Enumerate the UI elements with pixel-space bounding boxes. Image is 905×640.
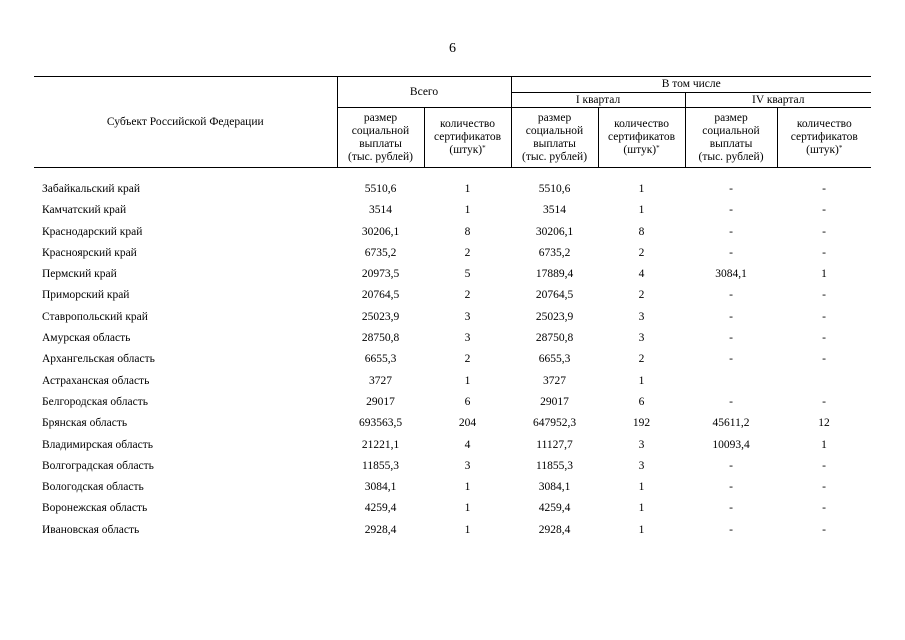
cell-region: Камчатский край (42, 204, 127, 217)
header-q1: I квартал (511, 93, 685, 108)
cell-q1-cnt: 3 (638, 438, 645, 451)
table-row (34, 328, 871, 349)
cell-total-sum: 3727 (369, 374, 392, 387)
cell-region: Астраханская область (42, 374, 150, 387)
cell-q1-sum: 28750,8 (535, 332, 574, 345)
cell-q1-cnt: 3 (638, 459, 645, 472)
cell-total-sum: 20764,5 (361, 289, 400, 302)
cell-q1-sum: 647952,3 (532, 417, 577, 430)
table-row (34, 200, 871, 221)
header-total: Всего (337, 77, 511, 108)
cell-q4-sum: - (729, 225, 733, 238)
cell-total-cnt: 2 (464, 353, 471, 366)
table-body (34, 168, 871, 542)
cell-q4-sum: - (729, 310, 733, 323)
cell-total-sum: 20973,5 (361, 268, 400, 281)
table-row (34, 243, 871, 264)
cell-q4-cnt: - (822, 246, 826, 259)
cell-region: Красноярский край (42, 246, 137, 259)
cell-total-sum: 6655,3 (364, 353, 397, 366)
cell-region: Воронежская область (42, 502, 148, 515)
cell-q4-cnt: 12 (818, 417, 830, 430)
cell-q1-sum: 2928,4 (538, 523, 571, 536)
header-total-certificates: количество сертификатов (штук)* (424, 108, 511, 168)
cell-region: Пермский край (42, 268, 117, 281)
cell-q4-cnt: - (822, 523, 826, 536)
cell-q1-sum: 11855,3 (536, 459, 573, 472)
cell-total-sum: 25023,9 (361, 310, 400, 323)
cell-q1-cnt: 1 (638, 183, 645, 195)
table-row (34, 413, 871, 434)
cell-region: Владимирская область (42, 438, 154, 451)
cell-q4-sum: - (729, 459, 733, 472)
cell-total-sum: 4259,4 (364, 502, 397, 515)
cell-q4-sum: - (729, 353, 733, 366)
cell-region: Ивановская область (42, 523, 140, 536)
header-including: В том числе (511, 77, 871, 93)
cell-q1-sum: 3514 (543, 204, 567, 217)
cell-region: Волгоградская область (42, 459, 154, 472)
cell-total-sum: 5510,6 (364, 183, 397, 195)
cell-total-cnt: 2 (464, 289, 471, 302)
cell-total-sum: 11855,3 (362, 459, 399, 472)
cell-q1-cnt: 1 (638, 502, 645, 515)
cell-total-cnt: 1 (464, 204, 471, 217)
cell-q4-sum: - (729, 332, 733, 345)
cell-total-sum: 21221,1 (361, 438, 400, 451)
regions-table (34, 76, 871, 541)
cell-q4-cnt: - (822, 225, 826, 238)
cell-q4-sum: 10093,4 (712, 438, 750, 451)
page-number: 6 (449, 41, 456, 56)
cell-total-sum: 3514 (369, 204, 392, 217)
cell-total-cnt: 2 (464, 246, 471, 259)
cell-q4-cnt: - (822, 395, 826, 408)
cell-q1-cnt: 1 (638, 523, 645, 536)
cell-region: Краснодарский край (42, 225, 143, 238)
cell-region: Ставропольский край (42, 310, 148, 323)
cell-region: Вологодская область (42, 481, 144, 494)
table-row (34, 456, 871, 477)
cell-region: Амурская область (42, 332, 131, 345)
cell-total-sum: 2928,4 (364, 523, 397, 536)
cell-q4-sum: 45611,2 (712, 417, 750, 430)
cell-q4-cnt: - (822, 353, 826, 366)
cell-q4-cnt (777, 371, 871, 392)
table-row (34, 520, 871, 541)
cell-total-cnt: 3 (464, 459, 471, 472)
cell-region: Архангельская область (42, 353, 155, 366)
cell-q1-sum: 11127,7 (536, 438, 573, 451)
cell-q1-cnt: 1 (638, 481, 645, 494)
cell-q4-cnt: - (822, 183, 826, 195)
cell-q1-sum: 4259,4 (538, 502, 571, 515)
cell-q1-cnt: 192 (632, 417, 651, 430)
cell-q1-sum: 3727 (543, 374, 567, 387)
cell-q1-cnt: 1 (638, 204, 645, 217)
cell-total-cnt: 3 (464, 310, 471, 323)
cell-q4-cnt: - (822, 502, 826, 515)
header-subject: Субъект Российской Федерации (34, 77, 337, 168)
cell-q4-cnt: - (822, 459, 826, 472)
cell-region: Брянская область (42, 417, 128, 430)
cell-q1-sum: 30206,1 (535, 225, 574, 238)
cell-q4-cnt: - (822, 481, 826, 494)
cell-q1-cnt: 4 (638, 268, 645, 281)
cell-q1-cnt: 2 (638, 246, 645, 259)
cell-q1-cnt: 2 (638, 353, 645, 366)
cell-q4-sum: - (729, 289, 733, 302)
cell-q4-sum: - (729, 204, 733, 217)
cell-total-sum: 3084,1 (364, 481, 397, 494)
cell-total-cnt: 3 (464, 332, 471, 345)
cell-q4-cnt: 1 (821, 438, 827, 451)
cell-q4-sum: - (729, 183, 733, 195)
cell-q4-cnt: - (822, 332, 826, 345)
cell-total-cnt: 8 (464, 225, 471, 238)
cell-q4-sum (685, 371, 777, 392)
table-row (34, 222, 871, 243)
cell-total-cnt: 204 (458, 417, 477, 430)
table-row (34, 179, 871, 200)
cell-total-sum: 30206,1 (361, 225, 400, 238)
table-row (34, 307, 871, 328)
cell-total-cnt: 1 (464, 183, 471, 195)
cell-q1-sum: 25023,9 (535, 310, 574, 323)
cell-q4-cnt: - (822, 204, 826, 217)
cell-total-cnt: 1 (464, 523, 471, 536)
cell-total-cnt: 6 (464, 395, 471, 408)
table-row (34, 371, 871, 392)
table-row (34, 264, 871, 285)
cell-q4-sum: - (729, 395, 733, 408)
cell-q1-cnt: 6 (638, 395, 645, 408)
cell-total-sum: 6735,2 (364, 246, 397, 259)
cell-q4-sum: - (729, 502, 733, 515)
table-row (34, 392, 871, 413)
header-q1-certificates: количество сертификатов (штук)* (598, 108, 685, 168)
cell-total-cnt: 1 (464, 502, 471, 515)
cell-region: Приморский край (42, 289, 130, 302)
cell-q1-cnt: 1 (638, 374, 645, 387)
cell-total-cnt: 1 (464, 481, 471, 494)
cell-q1-cnt: 2 (638, 289, 645, 302)
cell-total-sum: 28750,8 (361, 332, 400, 345)
table-row (34, 435, 871, 456)
cell-region: Белгородская область (42, 395, 148, 408)
header-q4-certificates: количество сертификатов (штук)* (777, 108, 871, 168)
cell-q1-sum: 6655,3 (538, 353, 571, 366)
cell-total-sum: 29017 (366, 395, 395, 408)
cell-q1-sum: 5510,6 (538, 183, 571, 195)
header-q4: IV квартал (685, 93, 871, 108)
cell-q4-cnt: 1 (821, 268, 827, 281)
cell-q1-cnt: 3 (638, 332, 645, 345)
cell-q1-sum: 3084,1 (538, 481, 571, 494)
cell-q4-cnt: - (822, 310, 826, 323)
header-q1-payment: размер социальной выплаты (тыс. рублей) (511, 108, 598, 168)
table-row (34, 349, 871, 370)
table-row (34, 285, 871, 306)
cell-q1-cnt: 3 (638, 310, 645, 323)
cell-q1-cnt: 8 (638, 225, 645, 238)
cell-region: Забайкальский край (42, 183, 141, 195)
cell-total-cnt: 1 (464, 374, 471, 387)
cell-q1-sum: 6735,2 (538, 246, 571, 259)
header-total-payment: размер социальной выплаты (тыс. рублей) (337, 108, 424, 168)
cell-q4-cnt: - (822, 289, 826, 302)
cell-q1-sum: 20764,5 (535, 289, 574, 302)
cell-q1-sum: 17889,4 (535, 268, 574, 281)
header-q4-payment: размер социальной выплаты (тыс. рублей) (685, 108, 777, 168)
cell-total-cnt: 5 (464, 268, 471, 281)
cell-q4-sum: - (729, 523, 733, 536)
table-row (34, 477, 871, 498)
cell-total-sum: 693563,5 (358, 417, 403, 430)
cell-total-cnt: 4 (464, 438, 471, 451)
cell-q4-sum: - (729, 246, 733, 259)
cell-q4-sum: 3084,1 (715, 268, 747, 281)
table-row (34, 498, 871, 519)
cell-q4-sum: - (729, 481, 733, 494)
cell-q1-sum: 29017 (540, 395, 569, 408)
